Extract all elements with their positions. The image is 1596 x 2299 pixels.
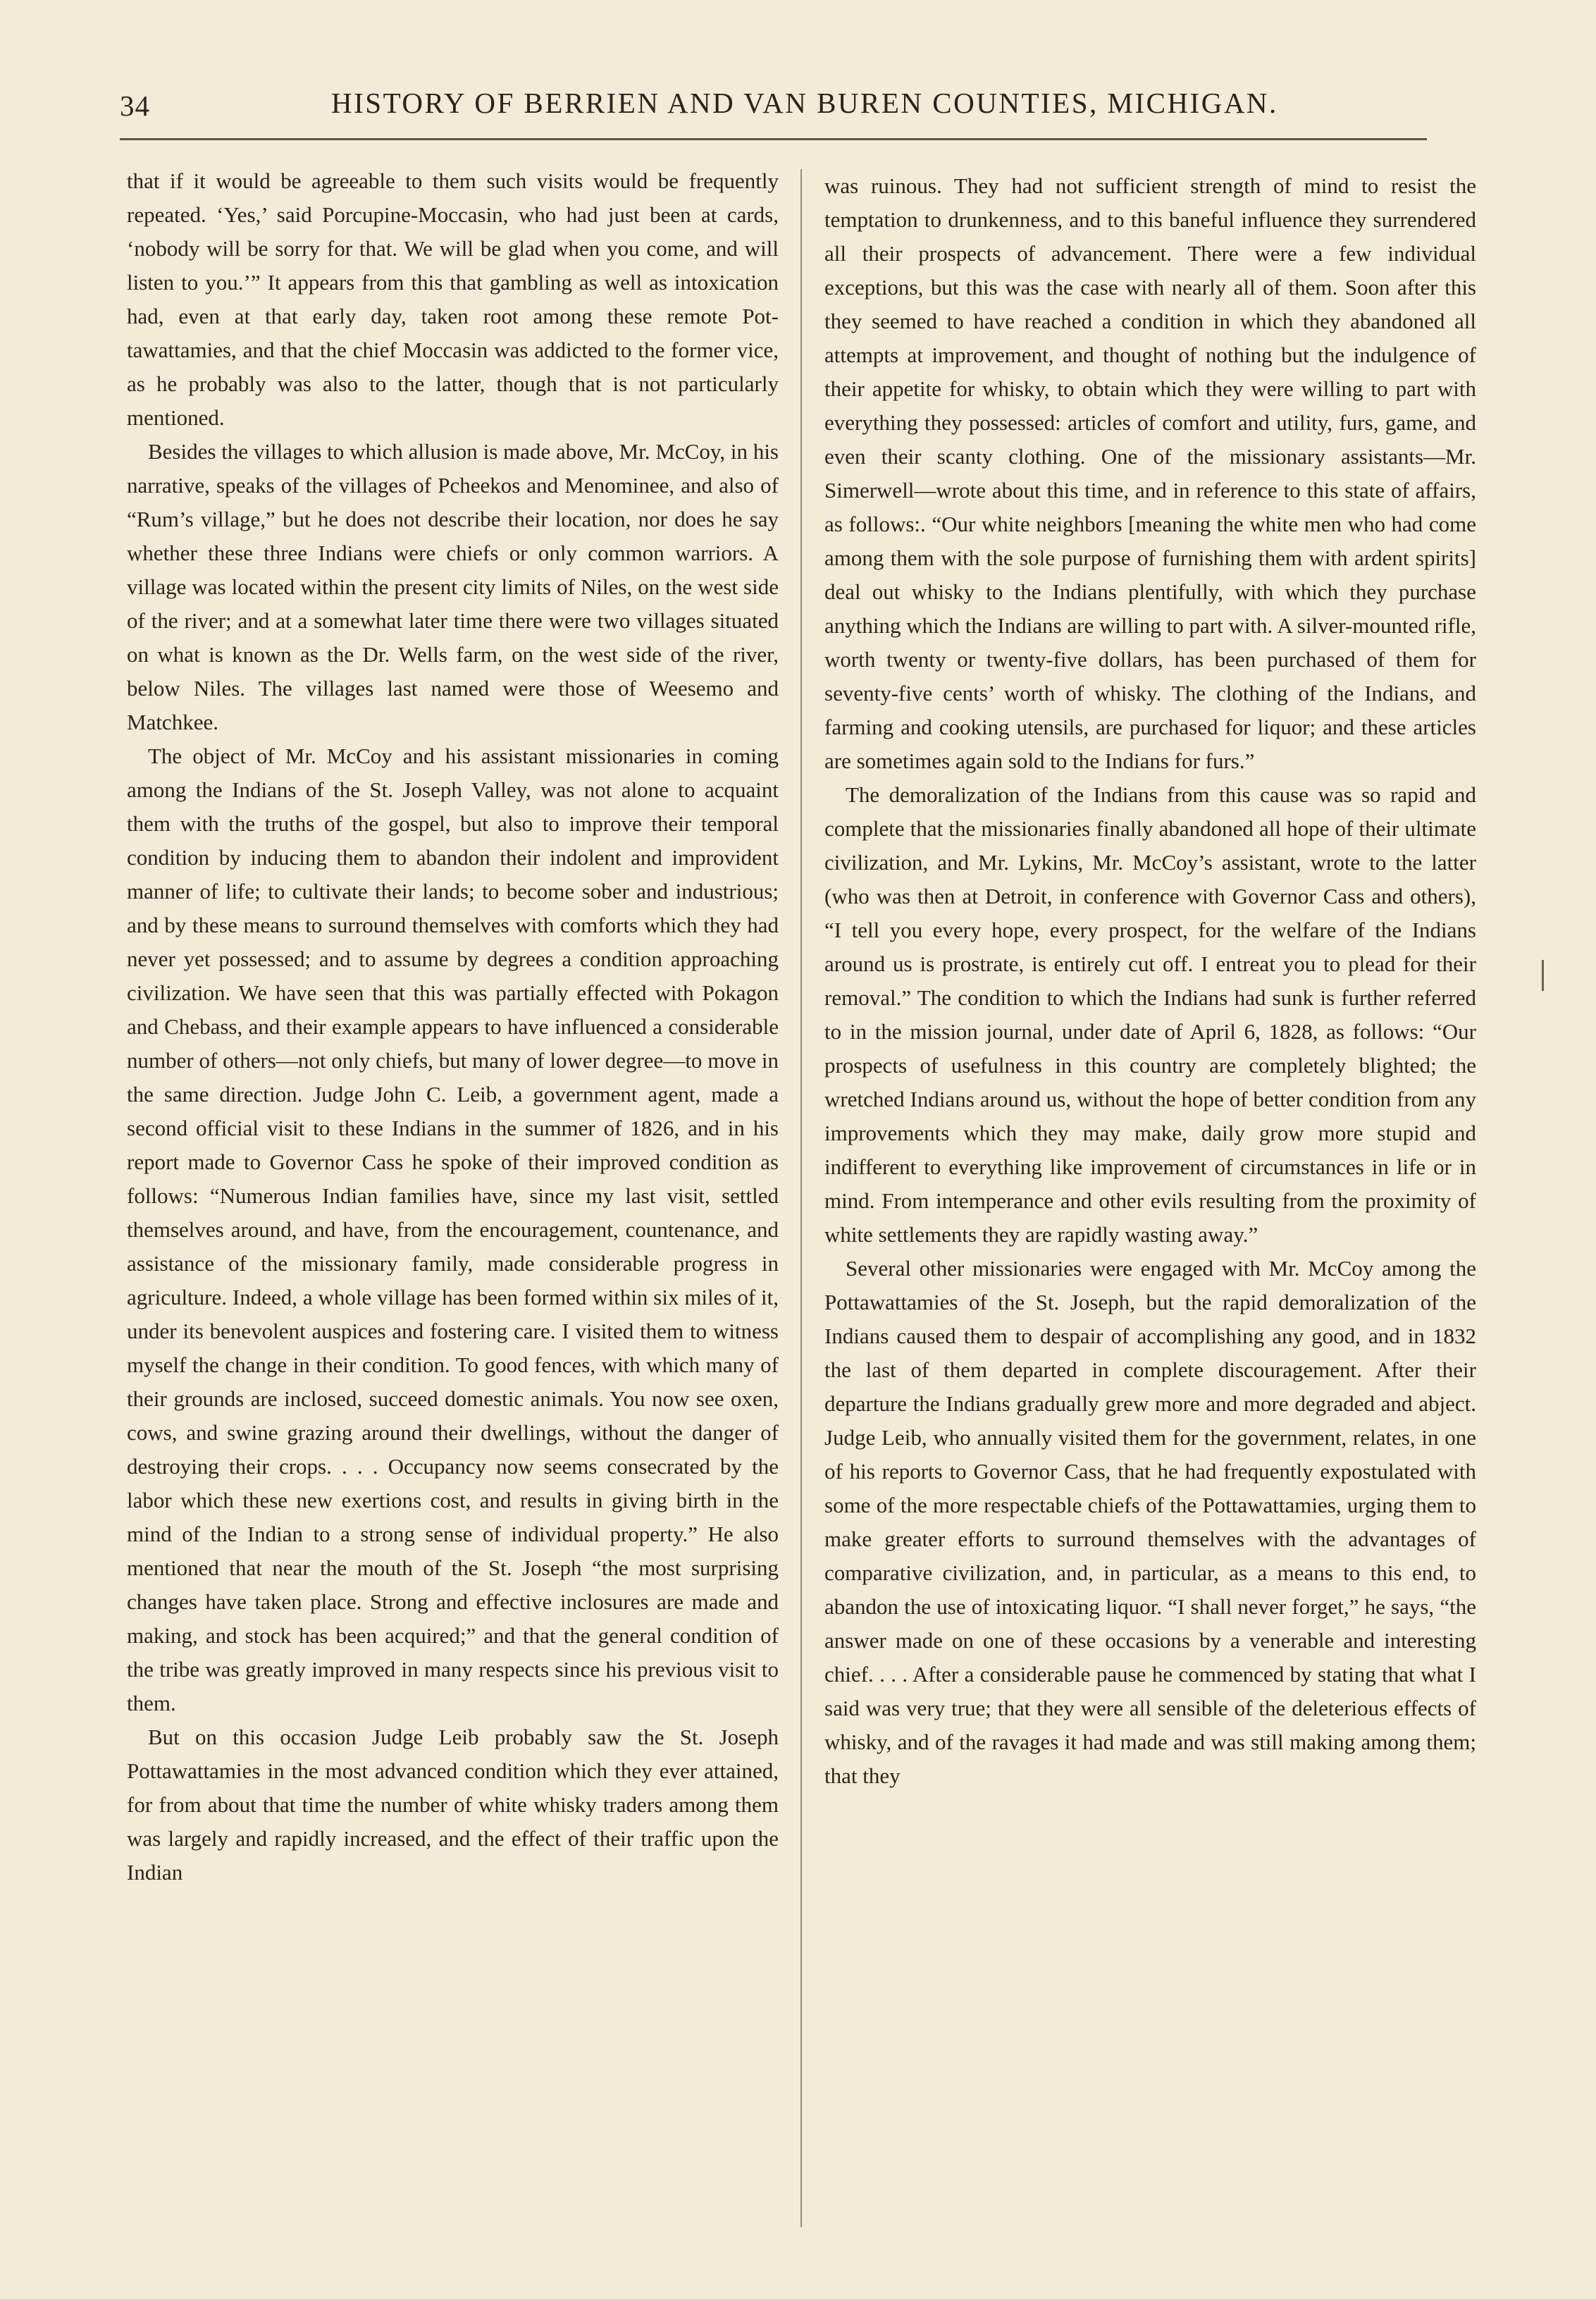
margin-mark [1542, 960, 1544, 991]
left-paragraph-2: Besides the villages to which allusion is made above, Mr. McCoy, in his narrative, speaks of the villages of Pcheekos and Menominee, and also of “Rum’s village,” but he does not describe their location, nor does he say whether these three Indians were chiefs or only common warriors. A village was located within the present city limits of Niles, on the west side of the river; and at a somewhat later time there were two villages situated on what is known as the Dr. Wells farm, on the west side of the river, below Niles. The villages last named were those of Weesemo and Matchkee. [127, 439, 779, 734]
left-paragraph-4: But on this occasion Judge Leib probably saw the St. Joseph Pottawattamies in the most advanced condition which they ever attained, for from about that time the number of white whisky traders among them was largely and rapidly increased, and the effect of their traffic upon the Indian [127, 1725, 779, 1885]
right-paragraph-2: The demoralization of the Indians from this cause was so rapid and complete that the missionaries finally abandoned all hope of their ultimate civilization, and Mr. Lykins, Mr. McCoy’s assistant, wrote to the latter (who was then at Detroit, in conference with Governor Cass and others), “I tell you every hope, every prospect, for the welfare of the Indians around us is prostrate, is entirely cut off. I entreat you to plead for their removal.” The condition to which the Indians had sunk is further referred to in the mission journal, under date of April 6, 1828, as follows: “Our prospects of usefulness in this country are completely blighted; the wretched Indians around us, without the hope of better condition from any improvements which they may make, daily grow more stupid and indifferent to everything like improvement of circumstances in life or in mind. From intemperance and other evils resulting from the proximity of white settlements they are rapidly wasting away.” [824, 782, 1476, 1247]
page-header [120, 83, 1423, 132]
header-rule [120, 138, 1427, 140]
left-paragraph-1: that if it would be agreeable to them such visits would be frequently repeated. ‘Yes,’ said Porcupine-Moccasin, who had just been at cards, ‘nobody will be sorry for that. We will be glad when you come, and will listen to you.’” It appears from this that gambling as well as intoxication had, even at that early day, taken root among these remote Pot-tawattamies, and that the chief Moccasin was addicted to the former vice, as he probably was also to the latter, though that is not particularly mentioned. [127, 168, 779, 430]
right-column [824, 169, 1476, 2248]
column-divider [800, 169, 802, 2227]
right-paragraph-1: was ruinous. They had not sufficient strength of mind to resist the temptation to drunkenness, and to this baneful influence they surrendered all their prospects of advancement. There were a few individual exceptions, but this was the case with nearly all of them. Soon after this they seemed to have reached a condition in which they abandoned all attempts at improvement, and thought of nothing but the indulgence of their appetite for whisky, to obtain which they were willing to part with everything they possessed: articles of comfort and utility, furs, game, and even their scanty clothing. One of the missionary assistants—Mr. Simerwell—wrote about this time, and in reference to this state of affairs, as follows:. “Our white neighbors [meaning the white men who had come among them with the sole purpose of furnishing them with ardent spirits] deal out whisky to the Indians plentifully, with which they purchase anything which the Indians are willing to part with. A silver-mounted rifle, worth twenty or twenty-five dollars, has been purchased of them for seventy-five cents’ worth of whisky. The clothing of the Indians, and farming and cooking utensils, are purchased for liquor; and these articles are sometimes again sold to the Indians for furs.” [824, 173, 1476, 773]
running-head: HISTORY OF BERRIEN AND VAN BUREN COUNTIES, MICHIGAN. [331, 87, 1278, 119]
left-column [127, 164, 779, 2243]
left-paragraph-3: The object of Mr. McCoy and his assistant missionaries in coming among the Indians of the St. Joseph Valley, was not alone to acquaint them with the truths of the gospel, but also to improve their temporal condition by inducing them to abandon their indolent and improvident manner of life; to cultivate their lands; to become sober and industrious; and by these means to surround themselves with comforts which they had never yet possessed; and to assume by degrees a condition approaching civilization. We have seen that this was partially effected with Pokagon and Chebass, and their example appears to have influenced a considerable number of others—not only chiefs, but many of lower degree—to move in the same direction. Judge John C. Leib, a government agent, made a second official visit to these Indians in the summer of 1826, and in his report made to Governor Cass he spoke of their improved condition as follows: “Numerous Indian families have, since my last visit, settled themselves around, and have, from the encouragement, countenance, and assistance of the missionary family, made considerable progress in agriculture. Indeed, a whole village has been formed within six miles of it, under its benevolent auspices and fostering care. I visited them to witness myself the change in their condition. To good fences, with which many of their grounds are inclosed, succeed domestic animals. You now see oxen, cows, and swine grazing around their dwellings, without the danger of destroying their crops. . . . Occupancy now seems consecrated by the labor which these new exertions cost, and results in giving birth in the mind of the Indian to a strong sense of individual property.” He also mentioned that near the mouth of the St. Joseph “the most surprising changes have taken place. Strong and effective inclosures are made and making, and stock has been acquired;” and that the general condition of the tribe was greatly improved in many respects since his previous visit to them. [127, 744, 779, 1715]
page-number: 34 [120, 90, 150, 122]
right-paragraph-3: Several other missionaries were engaged with Mr. McCoy among the Pottawattamies of the St. Joseph, but the rapid demoralization of the Indians caused them to despair of accomplishing any good, and in 1832 the last of them departed in complete discouragement. After their departure the Indians gradually grew more and more degraded and abject. Judge Leib, who annually visited them for the government, relates, in one of his reports to Governor Cass, that he had frequently expostulated with some of the more respectable chiefs of the Pottawattamies, urging them to make greater efforts to surround themselves with the advantages of comparative civilization, and, in particular, as a means to this end, to abandon the use of intoxicating liquor. “I shall never forget,” he says, “the answer made on one of these occasions by a venerable and interesting chief. . . . After a considerable pause he commenced by stating that what I said was very true; that they were all sensible of the deleterious effects of whisky, and of the ravages it had made and was still making among them; that they [824, 1256, 1476, 1788]
